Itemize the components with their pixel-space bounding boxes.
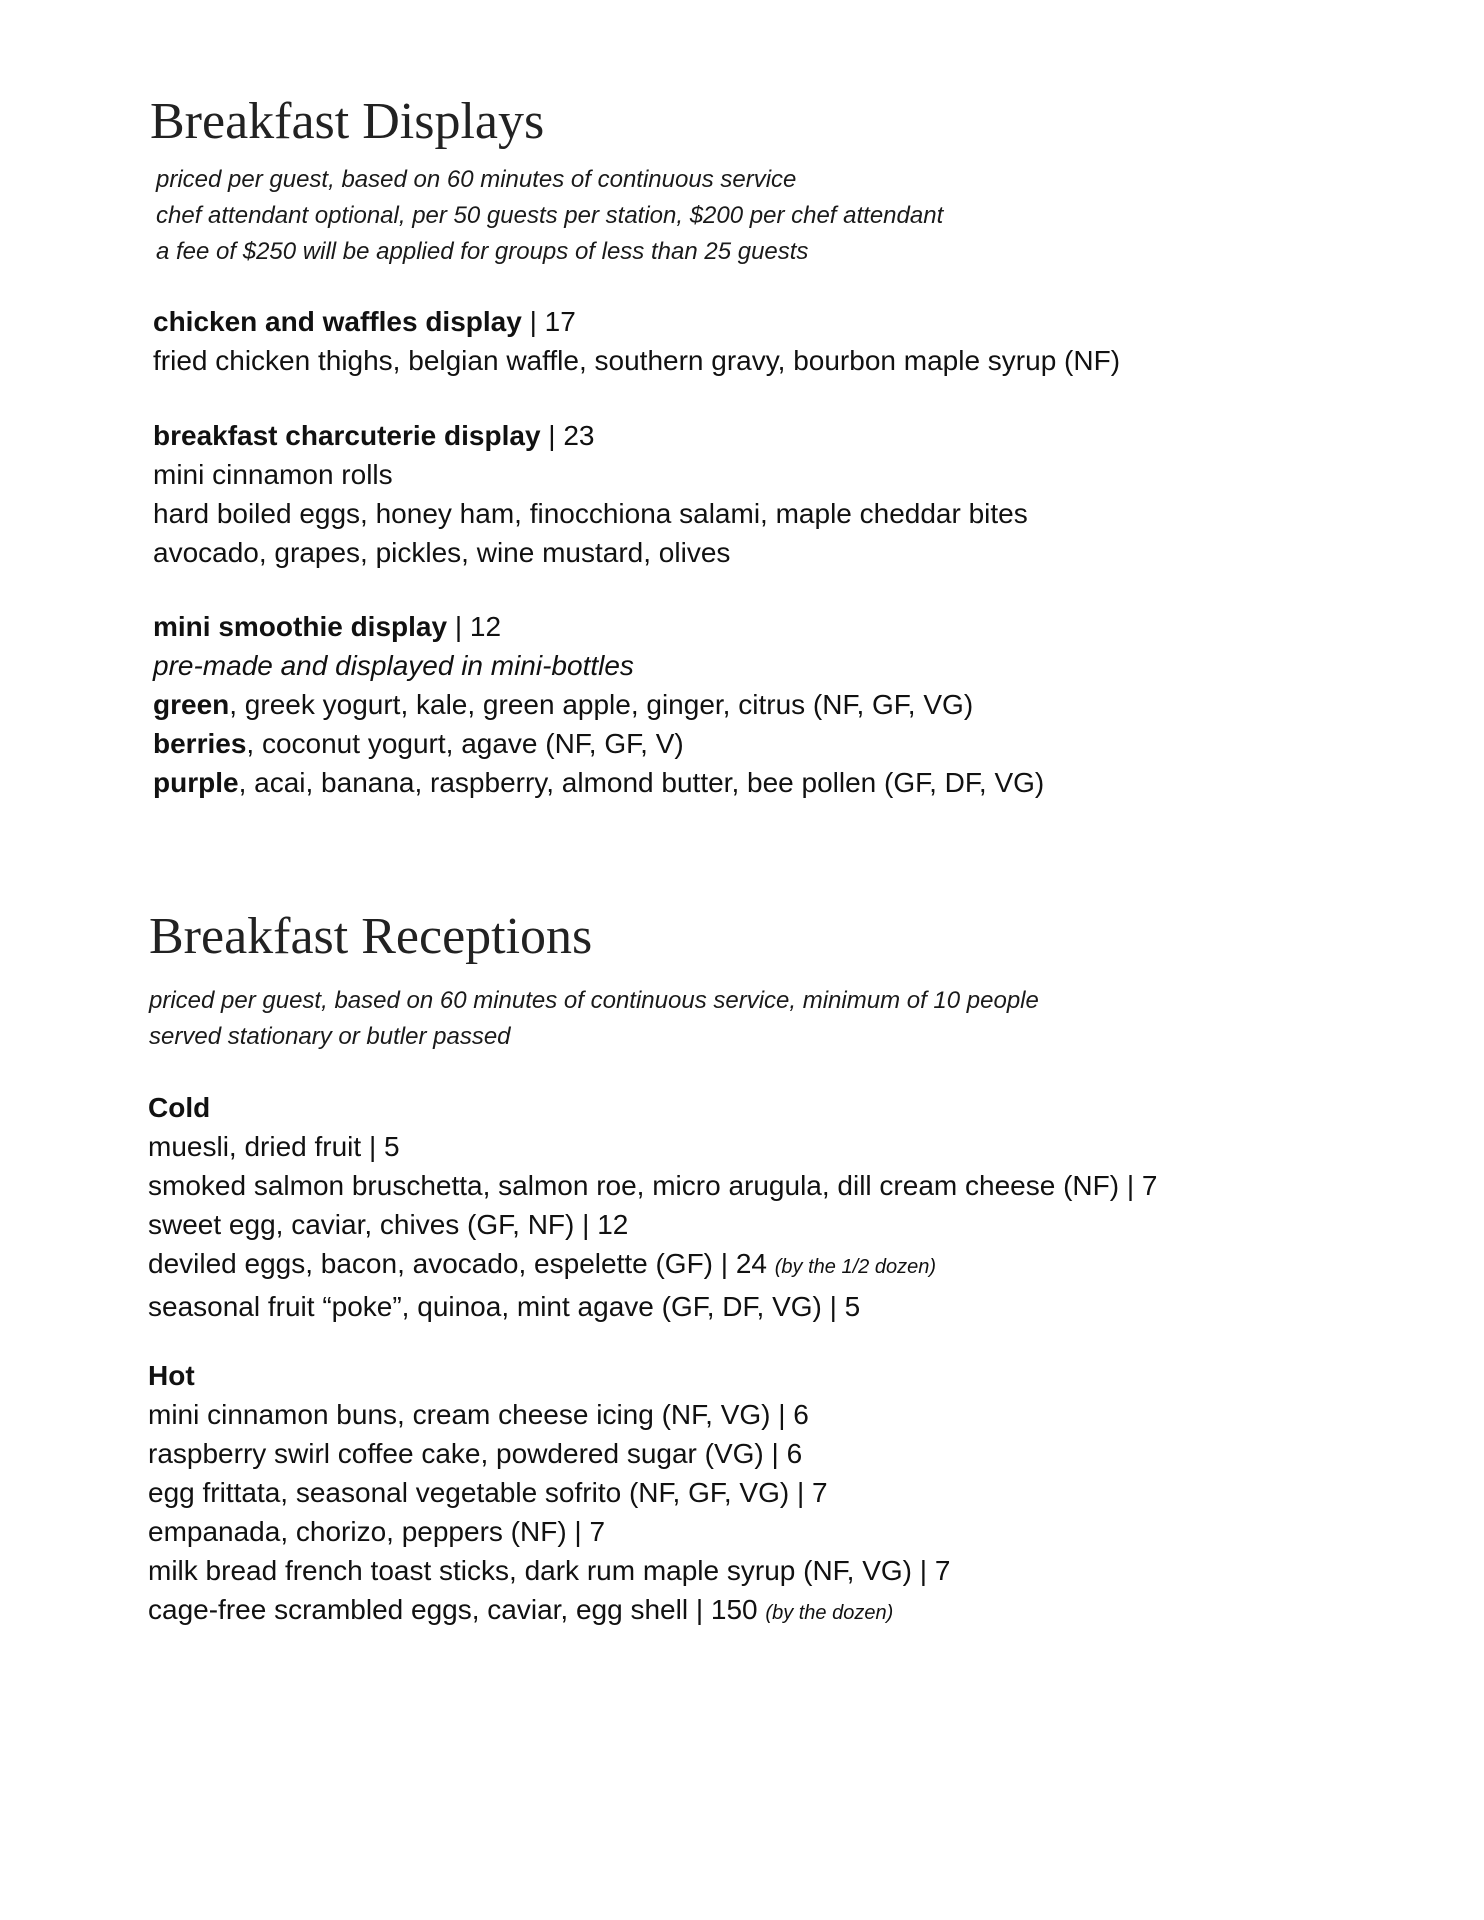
list-item: muesli, dried fruit | 5	[148, 1131, 400, 1162]
item-price: | 12	[447, 611, 502, 642]
cold-heading: Cold	[148, 1092, 211, 1123]
list-item: mini cinnamon buns, cream cheese icing (NF, VG) | 6	[148, 1399, 809, 1430]
receptions-intro-line: priced per guest, based on 60 minutes of continuous service, minimum of 10 people	[149, 987, 1039, 1014]
list-item: sweet egg, caviar, chives (GF, NF) | 12	[148, 1209, 629, 1240]
receptions-intro-line: served stationary or butler passed	[149, 1023, 511, 1050]
receptions-intro	[149, 983, 1039, 1055]
list-item: milk bread french toast sticks, dark rum maple syrup (NF, VG) | 7	[148, 1555, 951, 1586]
list-item: raspberry swirl coffee cake, powdered sugar (VG) | 6	[148, 1438, 803, 1469]
item-qty-note: (by the dozen)	[765, 1602, 894, 1624]
smoothie-desc: , acai, banana, raspberry, almond butter, bee pollen (GF, DF, VG)	[238, 767, 1045, 798]
smoothie-line-green	[153, 685, 1044, 724]
list-item: empanada, chorizo, peppers (NF) | 7	[148, 1516, 606, 1547]
displays-intro	[156, 162, 943, 270]
smoothie-line-berries	[153, 724, 1044, 763]
chicken-waffles-item	[153, 302, 1120, 380]
hot-heading: Hot	[148, 1360, 195, 1391]
item-name: breakfast charcuterie display	[153, 420, 541, 451]
item-header	[153, 416, 1028, 455]
displays-intro-line: priced per guest, based on 60 minutes of continuous service	[156, 166, 797, 193]
breakfast-displays-title: Breakfast Displays	[150, 93, 545, 150]
smoothie-item	[153, 607, 1044, 802]
smoothie-name: berries	[153, 728, 247, 759]
smoothie-desc: , greek yogurt, kale, green apple, ginger, citrus (NF, GF, VG)	[229, 689, 974, 720]
item-qty-note: (by the 1/2 dozen)	[774, 1256, 936, 1278]
smoothie-desc: , coconut yogurt, agave (NF, GF, V)	[246, 728, 684, 759]
item-line: mini cinnamon rolls	[153, 459, 393, 490]
item-header	[153, 607, 1044, 646]
list-item: seasonal fruit “poke”, quinoa, mint agave (GF, DF, VG) | 5	[148, 1291, 861, 1322]
hot-section	[148, 1356, 950, 1633]
smoothie-name: green	[153, 689, 230, 720]
charcuterie-item	[153, 416, 1028, 572]
item-description: fried chicken thighs, belgian waffle, southern gravy, bourbon maple syrup (NF)	[153, 345, 1121, 376]
list-item: egg frittata, seasonal vegetable sofrito (NF, GF, VG) | 7	[148, 1477, 828, 1508]
list-item: cage-free scrambled eggs, caviar, egg shell | 150 (by the dozen)	[148, 1594, 894, 1625]
item-note: pre-made and displayed in mini-bottles	[153, 650, 634, 681]
item-line: avocado, grapes, pickles, wine mustard, olives	[153, 537, 731, 568]
item-name: chicken and waffles display	[153, 306, 522, 337]
list-item: smoked salmon bruschetta, salmon roe, micro arugula, dill cream cheese (NF) | 7	[148, 1170, 1158, 1201]
list-item: deviled eggs, bacon, avocado, espelette (GF) | 24 (by the 1/2 dozen)	[148, 1248, 936, 1279]
item-price: | 17	[521, 306, 576, 337]
cold-section	[148, 1088, 1157, 1326]
displays-intro-line: chef attendant optional, per 50 guests per station, $200 per chef attendant	[156, 202, 944, 229]
item-price: | 23	[540, 420, 595, 451]
item-header	[153, 302, 1120, 341]
breakfast-receptions-title: Breakfast Receptions	[149, 908, 593, 965]
displays-intro-line: a fee of $250 will be applied for groups of less than 25 guests	[156, 238, 809, 265]
smoothie-line-purple	[153, 763, 1044, 802]
item-name: mini smoothie display	[153, 611, 448, 642]
item-line: hard boiled eggs, honey ham, finocchiona salami, maple cheddar bites	[153, 498, 1028, 529]
smoothie-name: purple	[153, 767, 239, 798]
